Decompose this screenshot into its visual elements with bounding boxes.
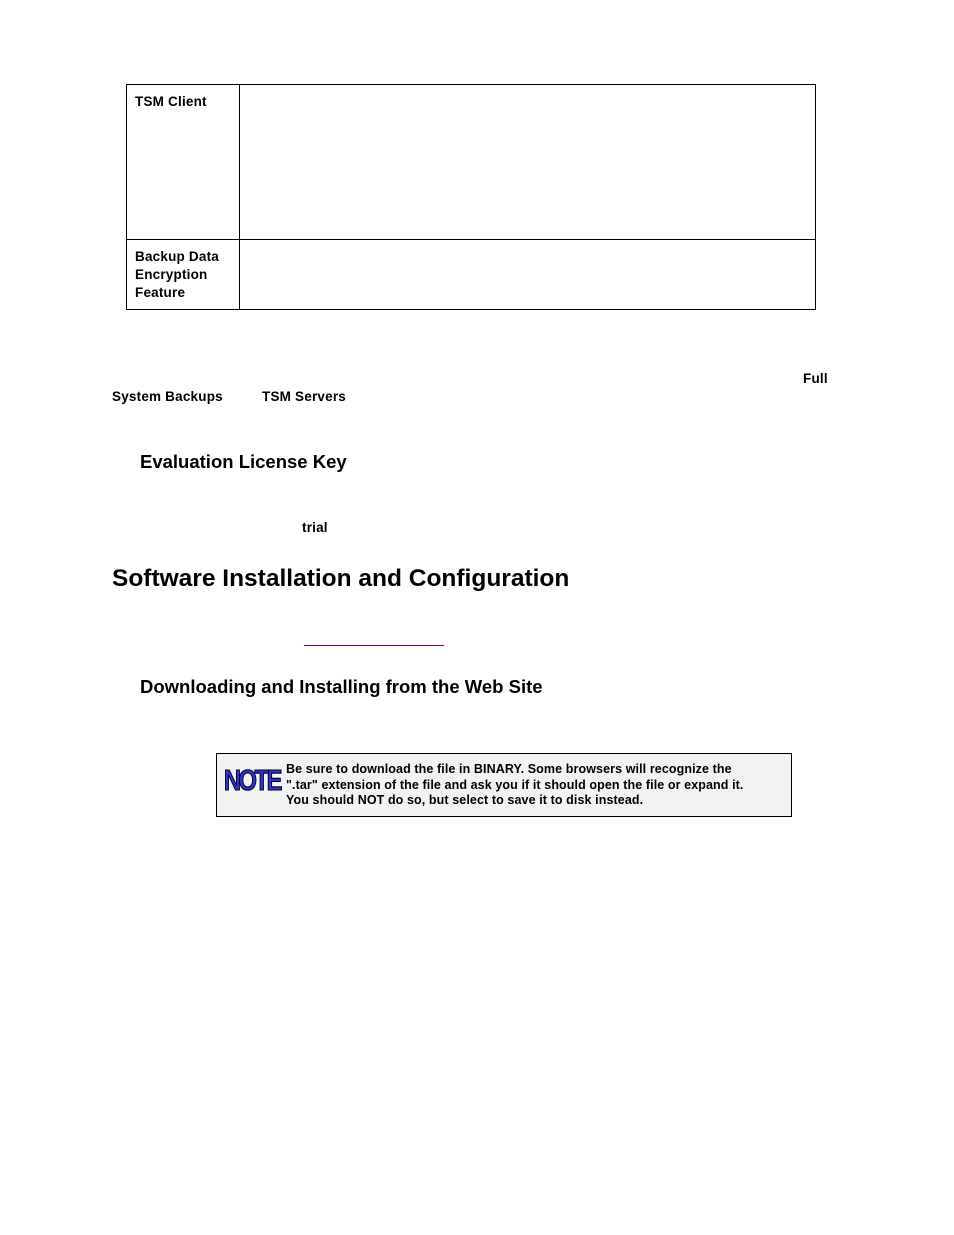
full-text: Full: [803, 371, 828, 386]
encryption-label-line: Feature: [135, 285, 186, 300]
note-text: [286, 762, 781, 809]
table-label-cell: [127, 85, 240, 240]
note-box: [216, 753, 792, 817]
note-line: You should NOT do so, but select to save it to disk instead.: [286, 793, 644, 807]
table-content-cell: [240, 240, 816, 310]
feature-table: [126, 84, 816, 310]
note-icon-text: NOTE: [223, 763, 280, 797]
note-icon: [223, 760, 280, 801]
table-row: [127, 85, 816, 240]
encryption-label-line: Encryption: [135, 267, 208, 282]
note-line: ".tar" extension of the file and ask you if it should open the file or expand it.: [286, 777, 744, 792]
hyperlink-underline[interactable]: [304, 645, 444, 646]
table-content-cell: [240, 85, 816, 240]
evaluation-license-key-heading: Evaluation License Key: [140, 451, 347, 472]
tsm-servers-text: TSM Servers: [262, 389, 346, 404]
tsm-client-label: TSM Client: [135, 94, 207, 109]
system-backups-text: System Backups: [112, 389, 223, 404]
note-line: Be sure to download the file in BINARY. Some browsers will recognize the: [286, 762, 732, 776]
table-row: [127, 240, 816, 310]
table-label-cell: [127, 240, 240, 310]
trial-text: trial: [302, 520, 328, 535]
software-installation-heading: Software Installation and Configuration: [112, 565, 570, 592]
downloading-installing-heading: Downloading and Installing from the Web Site: [140, 676, 543, 697]
encryption-label-line: Backup Data: [135, 249, 219, 264]
